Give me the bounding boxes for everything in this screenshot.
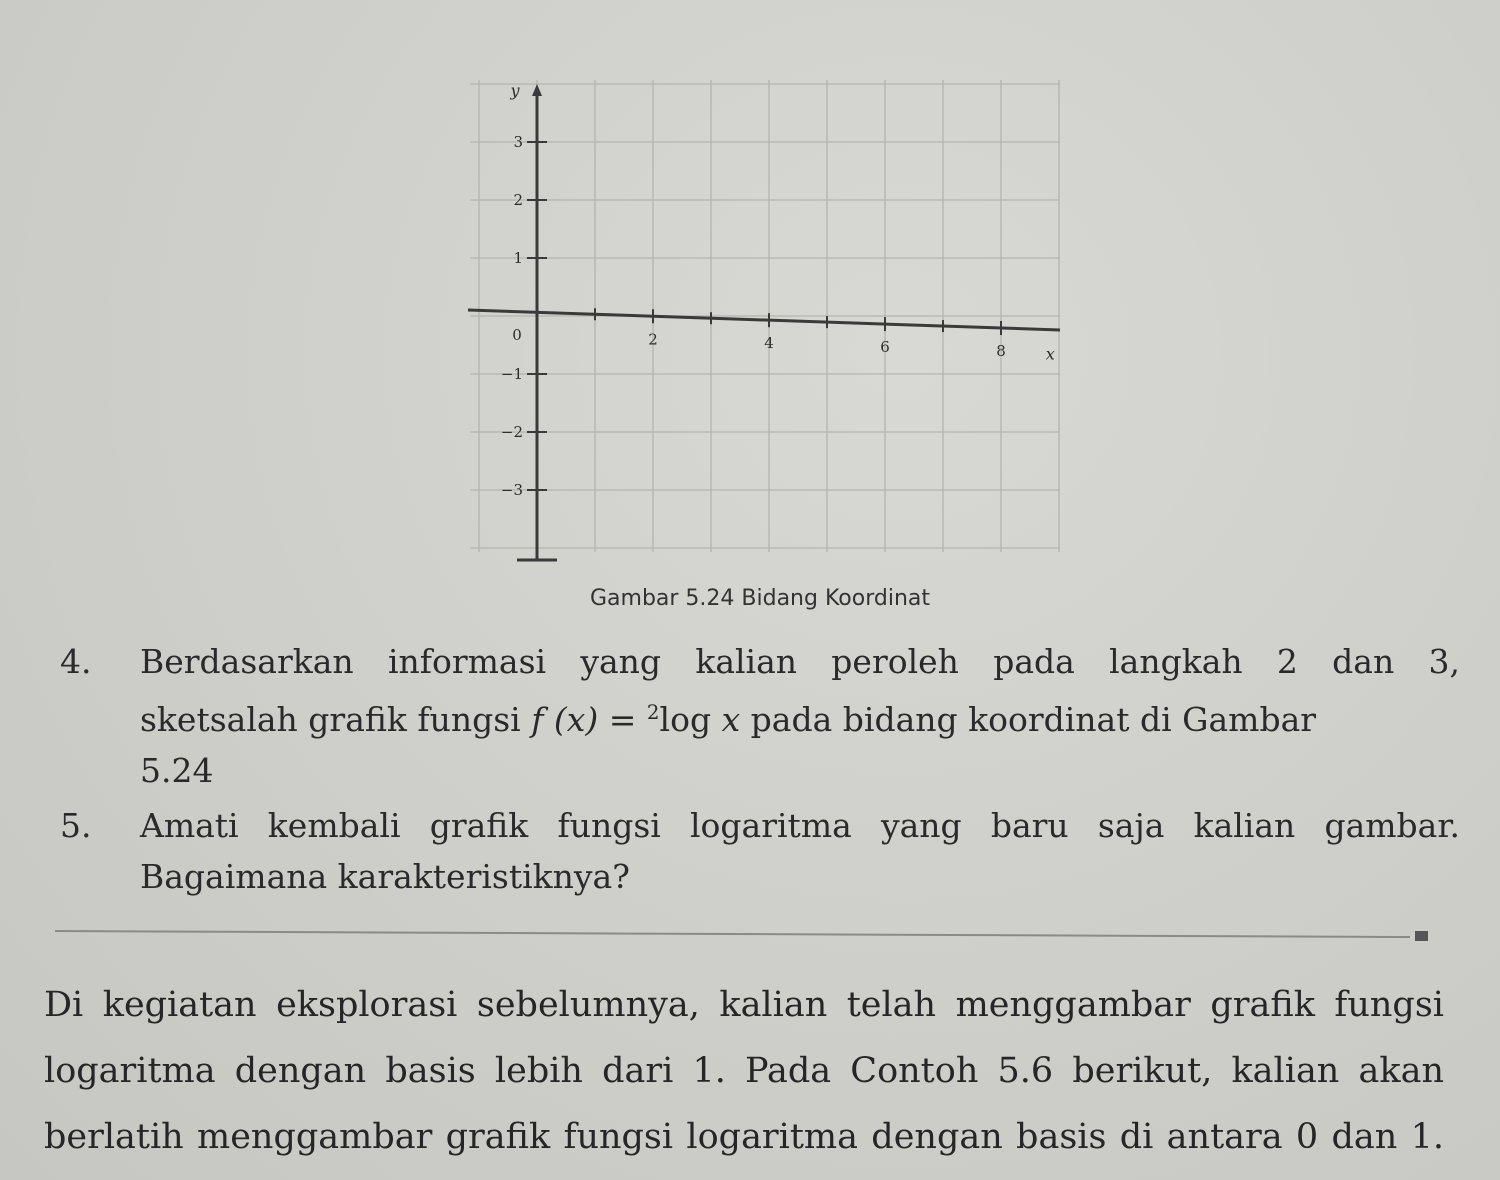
question-number: 4. [60, 642, 92, 681]
x-tick-label-6: 6 [880, 338, 890, 357]
function-notation: f (x) = [531, 700, 647, 739]
question-4-line-3: 5.24 [140, 751, 214, 790]
coordinate-plane-chart [440, 60, 1080, 570]
y-axis-arrow [532, 84, 542, 96]
question-4-line-1: Berdasarkan informasi yang kalian peroleh pada langkah 2 dan 3, [140, 642, 1460, 681]
labels-layer [501, 81, 1055, 499]
question-4-text-b: pada bidang koordinat di Gambar [740, 700, 1317, 739]
end-square-marker [1415, 931, 1428, 941]
paragraph-line-1: Di kegiatan eksplorasi sebelumnya, kalian telah menggambar grafik fungsi [44, 985, 1444, 1025]
x-axis-label: x [1045, 344, 1055, 364]
question-5-line-1: Amati kembali grafik fungsi logaritma yang baru saja kalian gambar. [140, 806, 1460, 845]
y-tick-label-1: 1 [513, 249, 523, 267]
origin-label: 0 [512, 326, 522, 344]
x-tick-label-2: 2 [648, 330, 658, 349]
y-tick-label--2: −2 [500, 423, 523, 441]
figure-caption: Gambar 5.24 Bidang Koordinat [589, 586, 930, 611]
x-tick-label-4: 4 [764, 334, 774, 353]
paragraph-line-3: berlatih menggambar grafik fungsi logaritma dengan basis di antara 0 dan 1. [44, 1117, 1444, 1157]
section-divider [55, 925, 1435, 943]
question-5-line-2: Bagaimana karakteristiknya? [140, 857, 630, 896]
question-4-line-2 [140, 687, 1460, 745]
y-tick-label--1: −1 [500, 365, 523, 383]
y-tick-label-2: 2 [513, 191, 523, 209]
body-paragraph [44, 972, 1444, 1170]
log-variable: x [721, 700, 741, 739]
question-5 [60, 800, 1460, 902]
question-4 [60, 636, 1460, 796]
question-4-text-a: sketsalah grafik fungsi [140, 700, 521, 739]
grid-layer [470, 80, 1060, 552]
x-tick-label-8: 8 [996, 342, 1006, 361]
axes-layer [468, 84, 1060, 560]
y-axis-label: y [510, 81, 520, 100]
log-base: 2 [646, 701, 660, 724]
log-operator: log [659, 700, 722, 739]
y-tick-label-3: 3 [513, 133, 523, 151]
paragraph-line-2: logaritma dengan basis lebih dari 1. Pada Contoh 5.6 berikut, kalian akan [44, 1051, 1444, 1091]
question-number: 5. [60, 806, 92, 845]
y-tick-label--3: −3 [500, 481, 523, 499]
x-axis [468, 310, 1060, 330]
